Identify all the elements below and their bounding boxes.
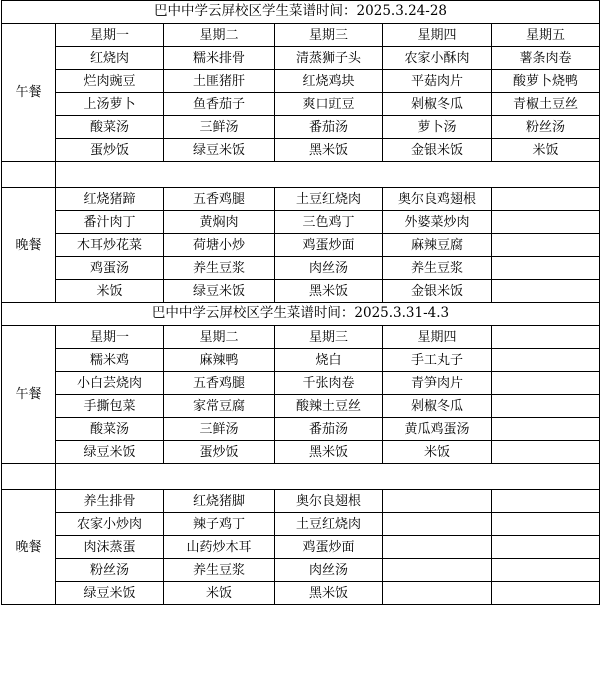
lunch-dish: 黑米饭: [275, 139, 383, 162]
lunch-dish: 蛋炒饭: [56, 139, 164, 162]
day-header: 星期五: [492, 24, 600, 47]
lunch-dish: 鱼香茄子: [164, 93, 275, 116]
lunch-dish: 青笋肉片: [383, 372, 492, 395]
lunch-row: [2, 372, 600, 395]
dinner-dish: 肉丝汤: [275, 559, 383, 582]
dinner-row: [2, 234, 600, 257]
day-header: 星期一: [56, 24, 164, 47]
lunch-dish: [492, 372, 600, 395]
dinner-dish: [492, 234, 600, 257]
separator-cell: [56, 464, 600, 490]
lunch-dish: 糯米排骨: [164, 47, 275, 70]
dinner-dish: 绿豆米饭: [56, 582, 164, 605]
dinner-label: 晚餐: [2, 188, 56, 303]
dinner-dish: 米饭: [56, 280, 164, 303]
lunch-dish: 爽口豇豆: [275, 93, 383, 116]
dinner-dish: [492, 559, 600, 582]
day-header-row: [2, 326, 600, 349]
dinner-dish: [492, 211, 600, 234]
lunch-dish: 平菇肉片: [383, 70, 492, 93]
lunch-dish: 千张肉卷: [275, 372, 383, 395]
lunch-label: 午餐: [2, 24, 56, 162]
dinner-dish: 辣子鸡丁: [164, 513, 275, 536]
dinner-dish: 粉丝汤: [56, 559, 164, 582]
dinner-dish: 麻辣豆腐: [383, 234, 492, 257]
dinner-dish: 番汁肉丁: [56, 211, 164, 234]
dinner-dish: 荷塘小炒: [164, 234, 275, 257]
dinner-dish: [383, 513, 492, 536]
dinner-dish: 三色鸡丁: [275, 211, 383, 234]
lunch-dish: 酸萝卜烧鸭: [492, 70, 600, 93]
day-header: 星期四: [383, 326, 492, 349]
dinner-dish: 绿豆米饭: [164, 280, 275, 303]
lunch-row: [2, 139, 600, 162]
lunch-row: [2, 70, 600, 93]
separator-cell: [2, 162, 56, 188]
dinner-row: [2, 559, 600, 582]
separator-row: [2, 162, 600, 188]
dinner-dish: [383, 490, 492, 513]
lunch-dish: 手撕包菜: [56, 395, 164, 418]
menu-title: 巴中中学云屏校区学生菜谱时间：2025.3.24-28: [2, 1, 600, 24]
lunch-dish: 番茄汤: [275, 116, 383, 139]
lunch-dish: 萝卜汤: [383, 116, 492, 139]
dinner-dish: 养生排骨: [56, 490, 164, 513]
lunch-dish: 红烧肉: [56, 47, 164, 70]
lunch-dish: 手工丸子: [383, 349, 492, 372]
dinner-dish: 山药炒木耳: [164, 536, 275, 559]
lunch-dish: 上汤萝卜: [56, 93, 164, 116]
dinner-row: [2, 188, 600, 211]
dinner-dish: 土豆红烧肉: [275, 513, 383, 536]
lunch-dish: 金银米饭: [383, 139, 492, 162]
dinner-dish: 五香鸡腿: [164, 188, 275, 211]
dinner-dish: 木耳炒花菜: [56, 234, 164, 257]
lunch-dish: 五香鸡腿: [164, 372, 275, 395]
lunch-dish: 清蒸狮子头: [275, 47, 383, 70]
day-header: 星期四: [383, 24, 492, 47]
day-header: 星期三: [275, 24, 383, 47]
lunch-row: [2, 47, 600, 70]
day-header-row: [2, 24, 600, 47]
dinner-dish: 养生豆浆: [164, 257, 275, 280]
lunch-dish: 青椒土豆丝: [492, 93, 600, 116]
lunch-dish: [492, 441, 600, 464]
dinner-dish: [492, 490, 600, 513]
lunch-dish: 酸辣土豆丝: [275, 395, 383, 418]
day-header: 星期一: [56, 326, 164, 349]
dinner-dish: 米饭: [164, 582, 275, 605]
dinner-dish: 肉沫蒸蛋: [56, 536, 164, 559]
dinner-row: [2, 257, 600, 280]
lunch-dish: [492, 349, 600, 372]
dinner-dish: [492, 536, 600, 559]
lunch-dish: 酸菜汤: [56, 116, 164, 139]
dinner-dish: 黑米饭: [275, 582, 383, 605]
dinner-dish: 红烧猪脚: [164, 490, 275, 513]
day-header: [492, 326, 600, 349]
lunch-dish: 红烧鸡块: [275, 70, 383, 93]
dinner-dish: [492, 257, 600, 280]
lunch-dish: 番茄汤: [275, 418, 383, 441]
lunch-row: [2, 418, 600, 441]
separator-cell: [2, 464, 56, 490]
lunch-dish: 三鲜汤: [164, 418, 275, 441]
title-row: [2, 1, 600, 24]
dinner-dish: 养生豆浆: [383, 257, 492, 280]
dinner-dish: 奥尔良鸡翅根: [383, 188, 492, 211]
lunch-row: [2, 441, 600, 464]
day-header: 星期三: [275, 326, 383, 349]
dinner-row: [2, 582, 600, 605]
lunch-dish: 三鲜汤: [164, 116, 275, 139]
lunch-dish: [492, 418, 600, 441]
dinner-dish: [492, 280, 600, 303]
lunch-dish: 米饭: [383, 441, 492, 464]
lunch-dish: 黑米饭: [275, 441, 383, 464]
dinner-dish: [383, 582, 492, 605]
menu-title: 巴中中学云屏校区学生菜谱时间：2025.3.31-4.3: [2, 303, 600, 326]
dinner-row: [2, 280, 600, 303]
lunch-row: [2, 349, 600, 372]
dinner-row: [2, 536, 600, 559]
lunch-row: [2, 395, 600, 418]
dinner-dish: 红烧猪蹄: [56, 188, 164, 211]
dinner-dish: 肉丝汤: [275, 257, 383, 280]
dinner-dish: 鸡蛋汤: [56, 257, 164, 280]
lunch-dish: 剁椒冬瓜: [383, 395, 492, 418]
dinner-row: [2, 513, 600, 536]
dinner-dish: 外婆菜炒肉: [383, 211, 492, 234]
dinner-dish: [492, 188, 600, 211]
dinner-dish: [383, 536, 492, 559]
lunch-dish: 绿豆米饭: [164, 139, 275, 162]
lunch-dish: 烧白: [275, 349, 383, 372]
dinner-dish: 鸡蛋炒面: [275, 536, 383, 559]
lunch-dish: 粉丝汤: [492, 116, 600, 139]
title-row: [2, 303, 600, 326]
dinner-dish: 土豆红烧肉: [275, 188, 383, 211]
lunch-dish: 麻辣鸭: [164, 349, 275, 372]
lunch-dish: 糯米鸡: [56, 349, 164, 372]
dinner-dish: [383, 559, 492, 582]
day-header: 星期二: [164, 326, 275, 349]
dinner-row: [2, 490, 600, 513]
lunch-dish: 剁椒冬瓜: [383, 93, 492, 116]
dinner-dish: 黄焖肉: [164, 211, 275, 234]
lunch-dish: 蛋炒饭: [164, 441, 275, 464]
lunch-dish: 黄瓜鸡蛋汤: [383, 418, 492, 441]
dinner-dish: [492, 582, 600, 605]
menu-table: [1, 0, 600, 605]
dinner-dish: 奥尔良翅根: [275, 490, 383, 513]
lunch-dish: 薯条肉卷: [492, 47, 600, 70]
dinner-dish: 黑米饭: [275, 280, 383, 303]
dinner-label: 晚餐: [2, 490, 56, 605]
dinner-row: [2, 211, 600, 234]
dinner-dish: 养生豆浆: [164, 559, 275, 582]
lunch-row: [2, 93, 600, 116]
lunch-dish: 小白芸烧肉: [56, 372, 164, 395]
lunch-dish: 烂肉豌豆: [56, 70, 164, 93]
lunch-dish: 米饭: [492, 139, 600, 162]
dinner-dish: [492, 513, 600, 536]
separator-row: [2, 464, 600, 490]
lunch-dish: 家常豆腐: [164, 395, 275, 418]
lunch-dish: 酸菜汤: [56, 418, 164, 441]
day-header: 星期二: [164, 24, 275, 47]
lunch-dish: [492, 395, 600, 418]
lunch-dish: 土匪猪肝: [164, 70, 275, 93]
dinner-dish: 鸡蛋炒面: [275, 234, 383, 257]
dinner-dish: 农家小炒肉: [56, 513, 164, 536]
lunch-label: 午餐: [2, 326, 56, 464]
lunch-dish: 农家小酥肉: [383, 47, 492, 70]
lunch-dish: 绿豆米饭: [56, 441, 164, 464]
lunch-row: [2, 116, 600, 139]
separator-cell: [56, 162, 600, 188]
dinner-dish: 金银米饭: [383, 280, 492, 303]
